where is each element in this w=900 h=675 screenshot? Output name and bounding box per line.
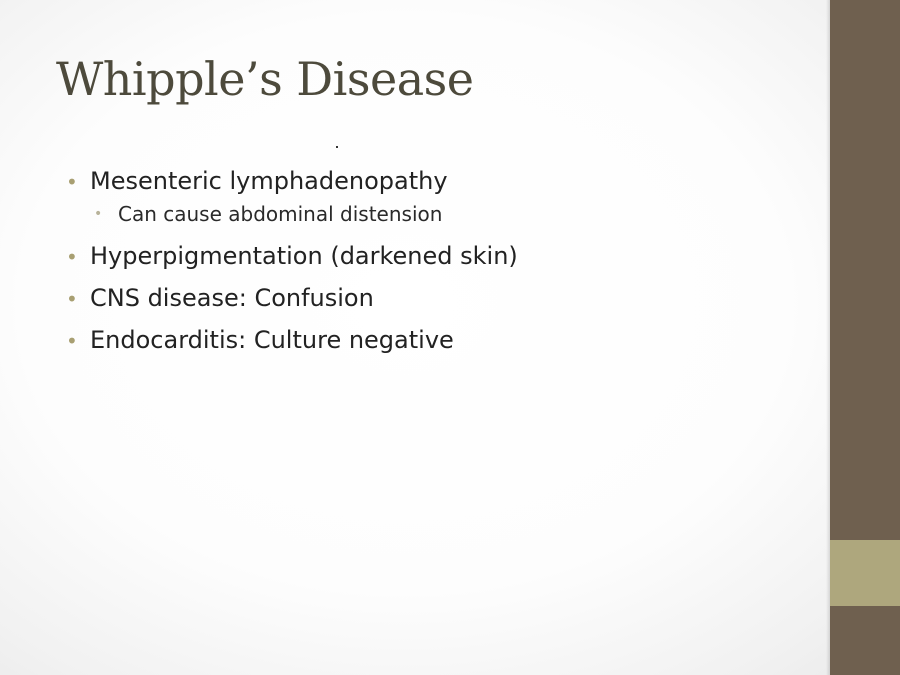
bullet-list [66,166,518,367]
bullet-icon: • [66,170,78,194]
sub-bullet-text: Can cause abdominal distension [118,202,443,226]
bullet-item [66,283,518,313]
bullet-item [66,166,518,196]
bullet-text: Mesenteric lymphadenopathy [90,167,448,195]
bullet-text: Endocarditis: Culture negative [90,326,454,354]
stray-dot [336,146,338,148]
bullet-item [66,325,518,355]
sub-bullet-item [94,201,518,227]
bullet-icon: • [66,329,78,353]
bullet-text: CNS disease: Confusion [90,284,374,312]
slide-title: Whipple’s Disease [56,52,474,106]
bullet-icon: • [66,287,78,311]
decorative-sidebar-accent [830,540,900,606]
bullet-text: Hyperpigmentation (darkened skin) [90,242,518,270]
sub-bullet-icon: • [94,206,103,222]
bullet-item [66,241,518,271]
bullet-icon: • [66,245,78,269]
